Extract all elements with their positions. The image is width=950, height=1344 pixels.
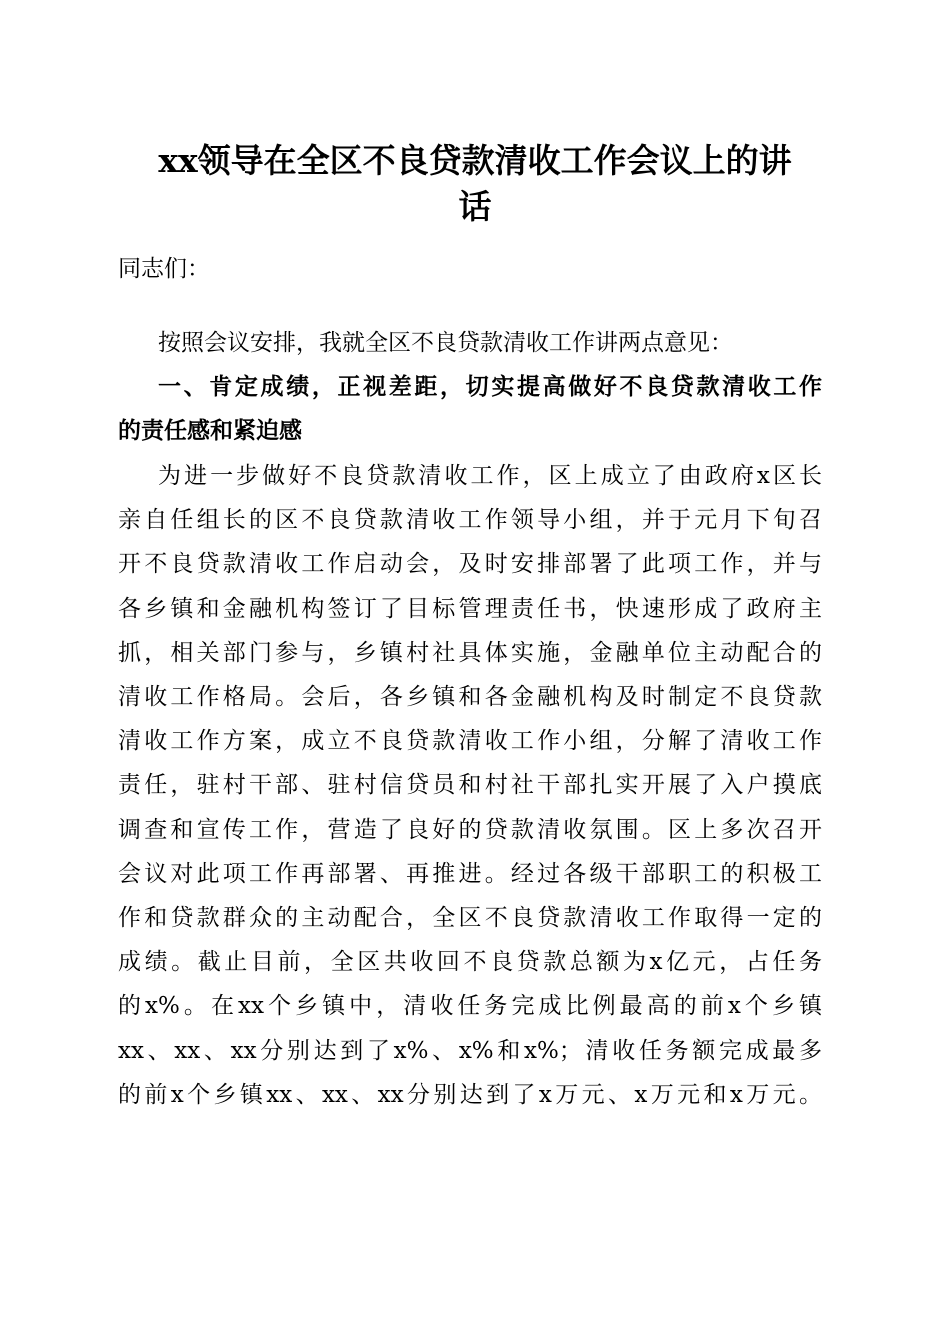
title-line-1: xx领导在全区不良贷款清收工作会议上的讲 [158,141,792,180]
section-heading-line-1: 一、肯定成绩，正视差距，切实提高做好不良贷款清收工作 [158,374,822,400]
paragraph-line: xx、xx、xx分别达到了x%、x%和x%；清收任务额完成最多 [118,1037,822,1064]
paragraph-line: 作和贷款群众的主动配合，全区不良贷款清收工作取得一定的 [118,905,822,931]
paragraph-line: 调查和宣传工作，营造了良好的贷款清收氛围。区上多次召开 [118,816,822,843]
salutation: 同志们： [118,256,210,282]
paragraph-line: 的x%。在xx个乡镇中，清收任务完成比例最高的前x个乡镇 [118,993,822,1020]
paragraph-line: 会议对此项工作再部署、再推进。经过各级干部职工的积极工 [118,860,822,887]
paragraph-line: 各乡镇和金融机构签订了目标管理责任书，快速形成了政府主 [118,595,822,622]
section-heading-line-2: 的责任感和紧迫感 [118,418,302,444]
paragraph-line: 开不良贷款清收工作启动会，及时安排部署了此项工作，并与 [118,551,822,578]
paragraph-line: 亲自任组长的区不良贷款清收工作领导小组，并于元月下旬召 [118,507,822,534]
title-line-2: 话 [458,187,492,226]
paragraph-line: 清收工作格局。会后，各乡镇和各金融机构及时制定不良贷款 [118,684,822,710]
paragraph-line: 的前x个乡镇xx、xx、xx分别达到了x万元、x万元和x万元。 [118,1081,822,1108]
paragraph-line: 抓，相关部门参与，乡镇村社具体实施，金融单位主动配合的 [118,639,822,666]
paragraph-line: 责任，驻村干部、驻村信贷员和村社干部扎实开展了入户摸底 [118,772,822,799]
paragraph-line: 为进一步做好不良贷款清收工作，区上成立了由政府x区长 [158,463,822,489]
paragraph-line: 成绩。截止目前，全区共收回不良贷款总额为x亿元，占任务 [118,949,822,976]
paragraph-line: 清收工作方案，成立不良贷款清收工作小组，分解了清收工作 [118,728,822,755]
intro-paragraph: 按照会议安排，我就全区不良贷款清收工作讲两点意见： [158,330,733,356]
